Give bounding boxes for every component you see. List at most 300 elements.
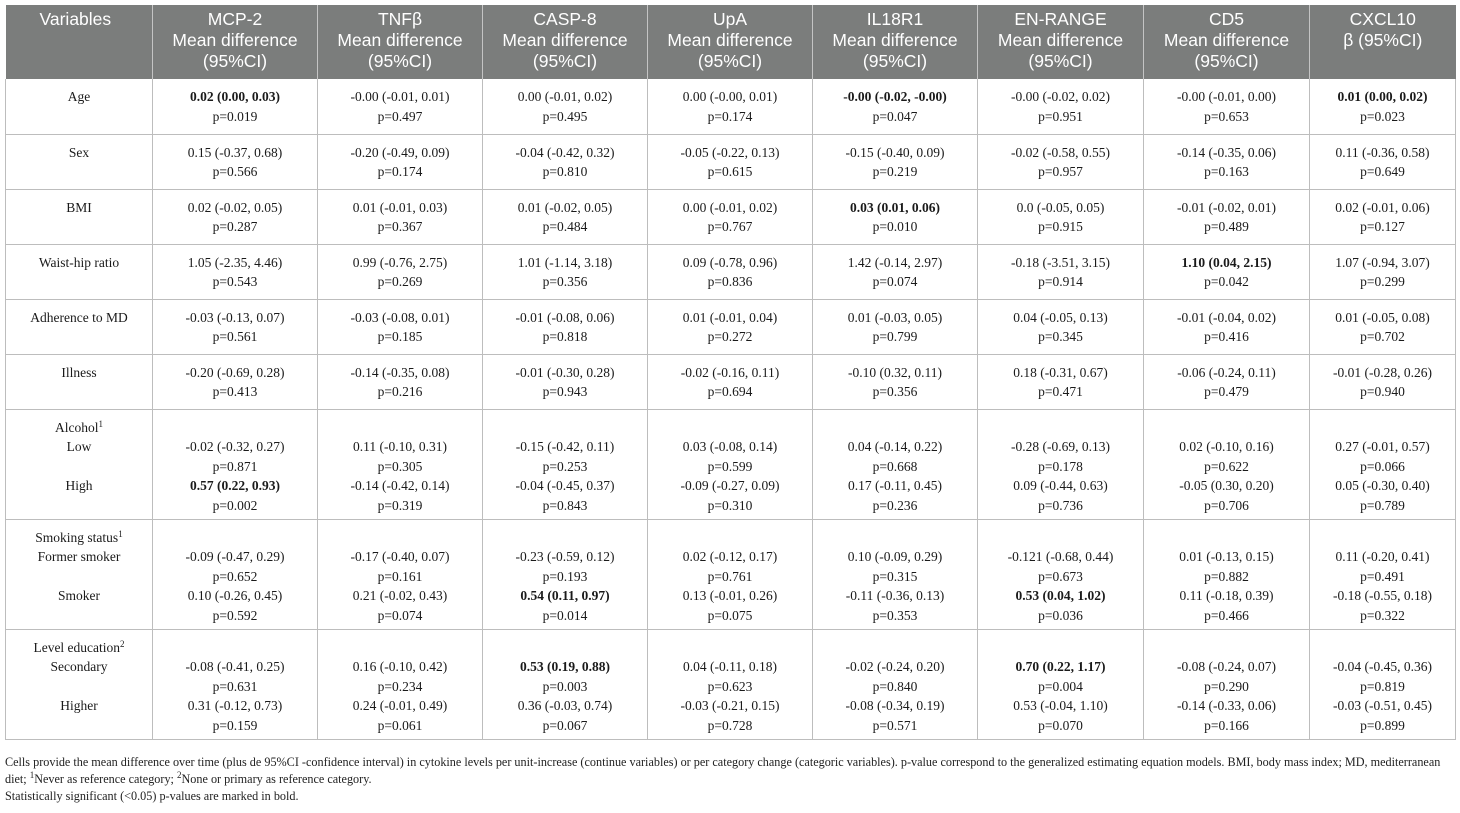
p-value: p=0.310 (707, 497, 753, 513)
variable-label-line (8, 528, 150, 548)
result-cell (1310, 189, 1456, 244)
estimate-ci: 0.53 (0.19, 0.88) (520, 659, 610, 674)
result-cell (648, 189, 813, 244)
p-value: p=0.023 (1360, 108, 1405, 124)
estimate-ci: 0.00 (-0.01, 0.02) (682, 199, 778, 215)
p-value: p=0.466 (1204, 607, 1249, 623)
p-value: p=0.649 (1360, 164, 1405, 179)
estimate-ci: -0.08 (-0.24, 0.07) (1177, 659, 1276, 674)
variable-label: Level education (33, 639, 121, 655)
p-value: p=0.047 (872, 108, 918, 124)
estimate-ci: -0.17 (-0.40, 0.07) (350, 549, 450, 564)
p-value (815, 638, 975, 658)
p-value (1312, 528, 1453, 548)
result-cell (813, 299, 978, 354)
result-cell (1144, 299, 1310, 354)
result-cell (318, 354, 483, 409)
estimate-ci: -0.05 (0.30, 0.20) (1179, 478, 1274, 493)
estimate-ci: -0.04 (-0.45, 0.37) (515, 478, 615, 493)
estimate-ci: -0.02 (-0.24, 0.20) (845, 659, 945, 674)
p-value: p=0.943 (542, 384, 588, 399)
estimate-ci: -0.18 (-3.51, 3.15) (1011, 254, 1110, 270)
result-cell (648, 79, 813, 134)
p-value (650, 418, 810, 438)
p-value: p=0.019 (212, 108, 258, 124)
estimate-ci: -0.04 (-0.45, 0.36) (1333, 659, 1432, 674)
result-cell (483, 629, 648, 739)
p-value: p=0.767 (707, 219, 753, 234)
p-value: p=0.253 (542, 458, 588, 474)
estimate-ci: -0.02 (-0.16, 0.11) (680, 364, 780, 380)
p-value: p=0.353 (872, 607, 918, 623)
table-row (6, 134, 1456, 189)
estimate-ci: 0.00 (-0.00, 0.01) (682, 89, 778, 104)
variable-label-line (8, 87, 150, 107)
result-cell (153, 354, 318, 409)
result-cell (483, 409, 648, 519)
result-cell (813, 189, 978, 244)
estimate-ci: -0.01 (-0.28, 0.26) (1333, 364, 1432, 380)
estimate-ci: 0.02 (-0.01, 0.06) (1335, 199, 1430, 215)
p-value: p=0.736 (1038, 497, 1083, 513)
column-header-line: Mean difference (997, 30, 1124, 50)
p-value (980, 638, 1141, 658)
result-cell (318, 244, 483, 299)
estimate-ci: 0.36 (-0.03, 0.74) (517, 698, 613, 713)
column-header-line: Mean difference (1163, 30, 1290, 50)
p-value: p=0.615 (707, 164, 753, 179)
result-cell (1310, 519, 1456, 629)
estimate-ci: 0.10 (-0.26, 0.45) (187, 588, 283, 603)
variable-cell (6, 299, 153, 354)
variable-label: Waist-hip ratio (38, 254, 120, 270)
p-value: p=0.631 (212, 678, 258, 694)
result-cell (1144, 134, 1310, 189)
p-value: p=0.761 (707, 568, 753, 584)
p-value: p=0.819 (1360, 678, 1405, 694)
estimate-ci: 0.01 (-0.13, 0.15) (1179, 549, 1274, 564)
estimate-ci: 0.01 (-0.01, 0.03) (352, 199, 448, 215)
estimate-ci: -0.09 (-0.47, 0.29) (185, 549, 285, 564)
estimate-ci: -0.14 (-0.33, 0.06) (1177, 698, 1276, 713)
variable-cell (6, 244, 153, 299)
estimate-ci: 0.09 (-0.78, 0.96) (682, 254, 778, 270)
p-value (1312, 638, 1453, 658)
p-value: p=0.413 (212, 384, 258, 399)
estimate-ci: -0.14 (-0.35, 0.06) (1177, 144, 1276, 160)
p-value: p=0.843 (542, 497, 588, 513)
variable-cell (6, 189, 153, 244)
p-value: p=0.074 (377, 607, 423, 623)
result-cell (483, 354, 648, 409)
variable-label-line (8, 696, 150, 716)
estimate-ci: 0.01 (-0.03, 0.05) (847, 309, 943, 325)
result-cell (318, 189, 483, 244)
column-header-line: Mean difference (337, 30, 463, 50)
table-row (6, 244, 1456, 299)
result-cell (318, 299, 483, 354)
estimate-ci: -0.03 (-0.08, 0.01) (350, 309, 450, 325)
p-value: p=0.061 (377, 717, 423, 733)
result-cell (318, 629, 483, 739)
estimate-ci: 0.53 (0.04, 1.02) (1015, 588, 1106, 603)
p-value: p=0.178 (1038, 458, 1083, 474)
footnote-text: Cells provide the mean difference over time (plus de 95%CI -confidence interval) in cytokine levels per unit-increase (continue variables) or per category change (categoric variables). p-value correspond to the generalized estimating equation models. BMI, body mass index; MD, mediterranean diet; (5, 755, 1441, 786)
variable-label-line (8, 418, 150, 438)
estimate-ci: -0.121 (-0.68, 0.44) (1007, 549, 1114, 564)
estimate-ci: 0.0 (-0.05, 0.05) (1016, 199, 1105, 215)
estimate-ci: -0.15 (-0.40, 0.09) (845, 144, 945, 160)
result-cell (813, 134, 978, 189)
estimate-ci: 0.11 (-0.36, 0.58) (1335, 144, 1430, 160)
variable-label-line (8, 716, 150, 736)
column-header-line: MCP-2 (207, 9, 263, 29)
footnote-marker: 1 (118, 528, 123, 539)
column-header-line: (95%CI) (697, 51, 763, 71)
result-cell (318, 79, 483, 134)
variable-cell (6, 354, 153, 409)
result-cell (318, 409, 483, 519)
p-value: p=0.236 (872, 497, 918, 513)
estimate-ci: 0.01 (-0.02, 0.05) (517, 199, 613, 215)
table-row (6, 519, 1456, 629)
p-value: p=0.216 (377, 384, 423, 399)
p-value (320, 638, 480, 658)
variable-label: Adherence to MD (30, 309, 128, 325)
estimate-ci: -0.11 (-0.36, 0.13) (845, 588, 945, 603)
p-value: p=0.193 (542, 568, 588, 584)
result-cell (648, 354, 813, 409)
p-value: p=0.163 (1204, 164, 1249, 179)
result-cell (978, 244, 1144, 299)
p-value: p=0.003 (542, 678, 588, 694)
p-value: p=0.818 (542, 329, 588, 344)
p-value (980, 418, 1141, 438)
estimate-ci: 0.02 (0.00, 0.03) (190, 89, 280, 104)
p-value: p=0.940 (1360, 384, 1405, 399)
p-value: p=0.272 (707, 329, 753, 344)
estimate-ci: 0.54 (0.11, 0.97) (520, 588, 610, 603)
p-value: p=0.356 (872, 384, 918, 399)
column-header (813, 5, 978, 79)
p-value: p=0.668 (872, 458, 918, 474)
p-value: p=0.066 (1360, 458, 1405, 474)
variable-label-line (8, 217, 150, 237)
p-value (320, 418, 480, 438)
column-header-line: β (95%CI) (1343, 30, 1423, 50)
variable-label-line (8, 107, 150, 127)
result-cell (813, 354, 978, 409)
estimate-ci: 0.04 (-0.14, 0.22) (847, 439, 943, 454)
p-value: p=0.599 (707, 458, 753, 474)
estimate-ci: -0.03 (-0.13, 0.07) (185, 309, 285, 325)
p-value (1146, 638, 1307, 658)
estimate-ci: -0.01 (-0.30, 0.28) (515, 364, 615, 380)
variable-cell (6, 79, 153, 134)
estimate-ci: -0.08 (-0.41, 0.25) (185, 659, 285, 674)
column-header (648, 5, 813, 79)
column-header-line: Variables (39, 9, 112, 29)
estimate-ci: 0.01 (0.00, 0.02) (1337, 89, 1428, 104)
p-value (650, 638, 810, 658)
p-value: p=0.561 (212, 329, 258, 344)
estimate-ci: -0.09 (-0.27, 0.09) (680, 478, 780, 493)
column-header (1144, 5, 1310, 79)
footnote-text: Never as reference category; (34, 772, 177, 786)
result-cell (153, 134, 318, 189)
table-row (6, 409, 1456, 519)
variable-label-line (8, 272, 150, 292)
p-value: p=0.571 (872, 717, 918, 733)
column-header-line: (95%CI) (367, 51, 433, 71)
variable-cell (6, 629, 153, 739)
estimate-ci: -0.15 (-0.42, 0.11) (515, 439, 615, 454)
p-value: p=0.471 (1038, 384, 1083, 399)
p-value: p=0.810 (542, 164, 588, 179)
result-cell (1144, 354, 1310, 409)
table-row (6, 189, 1456, 244)
estimate-ci: 0.53 (-0.04, 1.10) (1013, 698, 1108, 713)
estimate-ci: -0.18 (-0.55, 0.18) (1333, 588, 1432, 603)
p-value (1146, 418, 1307, 438)
p-value: p=0.356 (542, 274, 588, 289)
footnote-definitions (5, 754, 1457, 788)
estimate-ci: 0.02 (-0.10, 0.16) (1179, 439, 1274, 454)
result-cell (1310, 629, 1456, 739)
estimate-ci: 0.15 (-0.37, 0.68) (187, 144, 283, 160)
result-cell (483, 189, 648, 244)
p-value: p=0.416 (1204, 329, 1249, 344)
estimate-ci: 0.04 (-0.05, 0.13) (1013, 309, 1108, 325)
p-value: p=0.287 (212, 219, 258, 234)
variable-label-line (8, 143, 150, 163)
result-cell (648, 134, 813, 189)
column-header-line: CASP-8 (533, 9, 597, 29)
p-value: p=0.036 (1038, 607, 1083, 623)
p-value: p=0.042 (1204, 274, 1249, 289)
p-value: p=0.166 (1204, 717, 1249, 733)
p-value: p=0.305 (377, 458, 423, 474)
result-cell (318, 134, 483, 189)
column-header-line: (95%CI) (1194, 51, 1259, 71)
result-cell (1310, 299, 1456, 354)
p-value (320, 528, 480, 548)
p-value: p=0.234 (377, 678, 423, 694)
estimate-ci: -0.03 (-0.51, 0.45) (1333, 698, 1432, 713)
result-cell (648, 629, 813, 739)
variable-cell (6, 134, 153, 189)
estimate-ci: 1.10 (0.04, 2.15) (1181, 254, 1272, 270)
result-cell (978, 629, 1144, 739)
estimate-ci: 0.21 (-0.02, 0.43) (352, 588, 448, 603)
result-cell (1144, 629, 1310, 739)
estimate-ci: -0.04 (-0.42, 0.32) (515, 144, 615, 160)
estimate-ci: 0.04 (-0.11, 0.18) (683, 659, 777, 674)
result-cell (483, 79, 648, 134)
table-row (6, 79, 1456, 134)
result-cell (648, 299, 813, 354)
result-cell (1144, 79, 1310, 134)
estimate-ci: 0.09 (-0.44, 0.63) (1013, 478, 1108, 493)
result-cell (813, 519, 978, 629)
result-cell (1310, 409, 1456, 519)
estimate-ci: 1.05 (-2.35, 4.46) (187, 254, 283, 270)
estimate-ci: 0.24 (-0.01, 0.49) (352, 698, 448, 713)
estimate-ci: -0.10 (0.32, 0.11) (848, 364, 942, 380)
p-value: p=0.789 (1360, 497, 1405, 513)
result-cell (978, 519, 1144, 629)
result-cell (1144, 244, 1310, 299)
result-cell (153, 519, 318, 629)
variable-label-line (8, 162, 150, 182)
result-cell (648, 409, 813, 519)
p-value: p=0.592 (212, 607, 258, 623)
p-value: p=0.951 (1038, 108, 1083, 124)
estimate-ci: 0.00 (-0.01, 0.02) (517, 89, 613, 104)
table-body (6, 79, 1456, 739)
table-row (6, 299, 1456, 354)
estimate-ci: 0.01 (-0.01, 0.04) (682, 309, 778, 325)
p-value: p=0.491 (1360, 568, 1405, 584)
p-value: p=0.652 (212, 568, 258, 584)
variable-label-line (8, 567, 150, 587)
p-value: p=0.915 (1038, 219, 1083, 234)
column-header-line: Mean difference (172, 30, 298, 50)
p-value: p=0.484 (542, 219, 588, 234)
p-value: p=0.075 (707, 607, 753, 623)
footnote-marker: 2 (120, 638, 125, 649)
estimate-ci: 0.31 (-0.12, 0.73) (187, 698, 283, 713)
estimate-ci: 0.13 (-0.01, 0.26) (682, 588, 778, 603)
table-footnotes (5, 754, 1457, 805)
estimate-ci: 0.02 (-0.12, 0.17) (682, 549, 778, 564)
estimate-ci: 0.01 (-0.05, 0.08) (1335, 309, 1430, 325)
result-cell (978, 409, 1144, 519)
result-cell (648, 244, 813, 299)
variable-label-line (8, 382, 150, 402)
variable-label: Low (66, 439, 92, 454)
result-cell (978, 354, 1144, 409)
column-header-line: EN-RANGE (1014, 9, 1107, 29)
p-value: p=0.653 (1204, 108, 1249, 124)
p-value: p=0.067 (542, 717, 588, 733)
estimate-ci: 0.99 (-0.76, 2.75) (352, 254, 448, 270)
variable-label-line (8, 253, 150, 273)
p-value: p=0.622 (1204, 458, 1249, 474)
estimate-ci: 0.10 (-0.09, 0.29) (847, 549, 943, 564)
p-value: p=0.319 (377, 497, 423, 513)
estimate-ci: 0.11 (-0.20, 0.41) (1335, 549, 1430, 564)
p-value: p=0.957 (1038, 164, 1083, 179)
p-value: p=0.159 (212, 717, 258, 733)
estimate-ci: 0.16 (-0.10, 0.42) (352, 659, 448, 674)
p-value: p=0.004 (1038, 678, 1083, 694)
estimate-ci: 1.07 (-0.94, 3.07) (1335, 254, 1430, 270)
result-cell (978, 79, 1144, 134)
footnote-significance: Statistically significant (<0.05) p-values are marked in bold. (5, 789, 299, 803)
p-value: p=0.070 (1038, 717, 1083, 733)
estimate-ci: -0.00 (-0.02, -0.00) (843, 89, 947, 104)
column-header (978, 5, 1144, 79)
estimate-ci: 0.57 (0.22, 0.93) (190, 478, 280, 493)
variable-label-line (8, 638, 150, 658)
column-header-line: IL18R1 (866, 9, 924, 29)
p-value: p=0.543 (212, 274, 258, 289)
estimate-ci: -0.01 (-0.02, 0.01) (1177, 199, 1276, 215)
p-value: p=0.002 (212, 497, 258, 513)
p-value: p=0.566 (212, 164, 258, 179)
result-cell (813, 79, 978, 134)
estimate-ci: -0.28 (-0.69, 0.13) (1011, 439, 1110, 454)
variable-label-line (8, 606, 150, 626)
p-value: p=0.836 (707, 274, 753, 289)
variable-label: Former smoker (37, 549, 121, 564)
p-value (485, 528, 645, 548)
result-cell (483, 519, 648, 629)
variable-cell (6, 409, 153, 519)
p-value: p=0.174 (707, 108, 753, 124)
column-header-line: (95%CI) (862, 51, 928, 71)
p-value: p=0.799 (872, 329, 918, 344)
p-value: p=0.489 (1204, 219, 1249, 234)
variable-label: BMI (66, 199, 92, 215)
estimate-ci: -0.01 (-0.08, 0.06) (515, 309, 615, 325)
table-row (6, 629, 1456, 739)
p-value (815, 418, 975, 438)
result-cell (318, 519, 483, 629)
results-table-container (5, 5, 1455, 740)
variable-label-line (8, 457, 150, 477)
estimate-ci: -0.00 (-0.02, 0.02) (1011, 89, 1110, 104)
table-header (6, 5, 1456, 79)
result-cell (153, 189, 318, 244)
result-cell (1144, 409, 1310, 519)
footnote-marker: 1 (98, 418, 103, 429)
p-value (155, 528, 315, 548)
result-cell (1310, 134, 1456, 189)
p-value: p=0.694 (707, 384, 753, 399)
p-value (485, 418, 645, 438)
result-cell (153, 409, 318, 519)
result-cell (978, 299, 1144, 354)
estimate-ci: 0.11 (-0.10, 0.31) (353, 439, 447, 454)
p-value: p=0.269 (377, 274, 423, 289)
p-value: p=0.673 (1038, 568, 1083, 584)
variable-label: Smoking status (35, 529, 119, 545)
p-value (980, 528, 1141, 548)
result-cell (648, 519, 813, 629)
column-header-line: TNFβ (377, 9, 423, 29)
estimate-ci: 0.17 (-0.11, 0.45) (848, 478, 942, 493)
p-value: p=0.882 (1204, 568, 1249, 584)
column-header-line: (95%CI) (1028, 51, 1093, 71)
p-value: p=0.623 (707, 678, 753, 694)
p-value: p=0.185 (377, 329, 423, 344)
variable-label: Age (67, 89, 91, 104)
variable-label: Alcohol (55, 419, 99, 435)
variable-label-line (8, 437, 150, 457)
variable-cell (6, 519, 153, 629)
result-cell (1310, 354, 1456, 409)
p-value: p=0.074 (872, 274, 918, 289)
p-value: p=0.161 (377, 568, 423, 584)
p-value (155, 638, 315, 658)
p-value: p=0.174 (377, 164, 423, 179)
estimate-ci: -0.05 (-0.22, 0.13) (680, 144, 780, 160)
estimate-ci: -0.02 (-0.58, 0.55) (1011, 144, 1110, 160)
estimate-ci: -0.01 (-0.04, 0.02) (1177, 309, 1276, 325)
p-value: p=0.899 (1360, 717, 1405, 733)
